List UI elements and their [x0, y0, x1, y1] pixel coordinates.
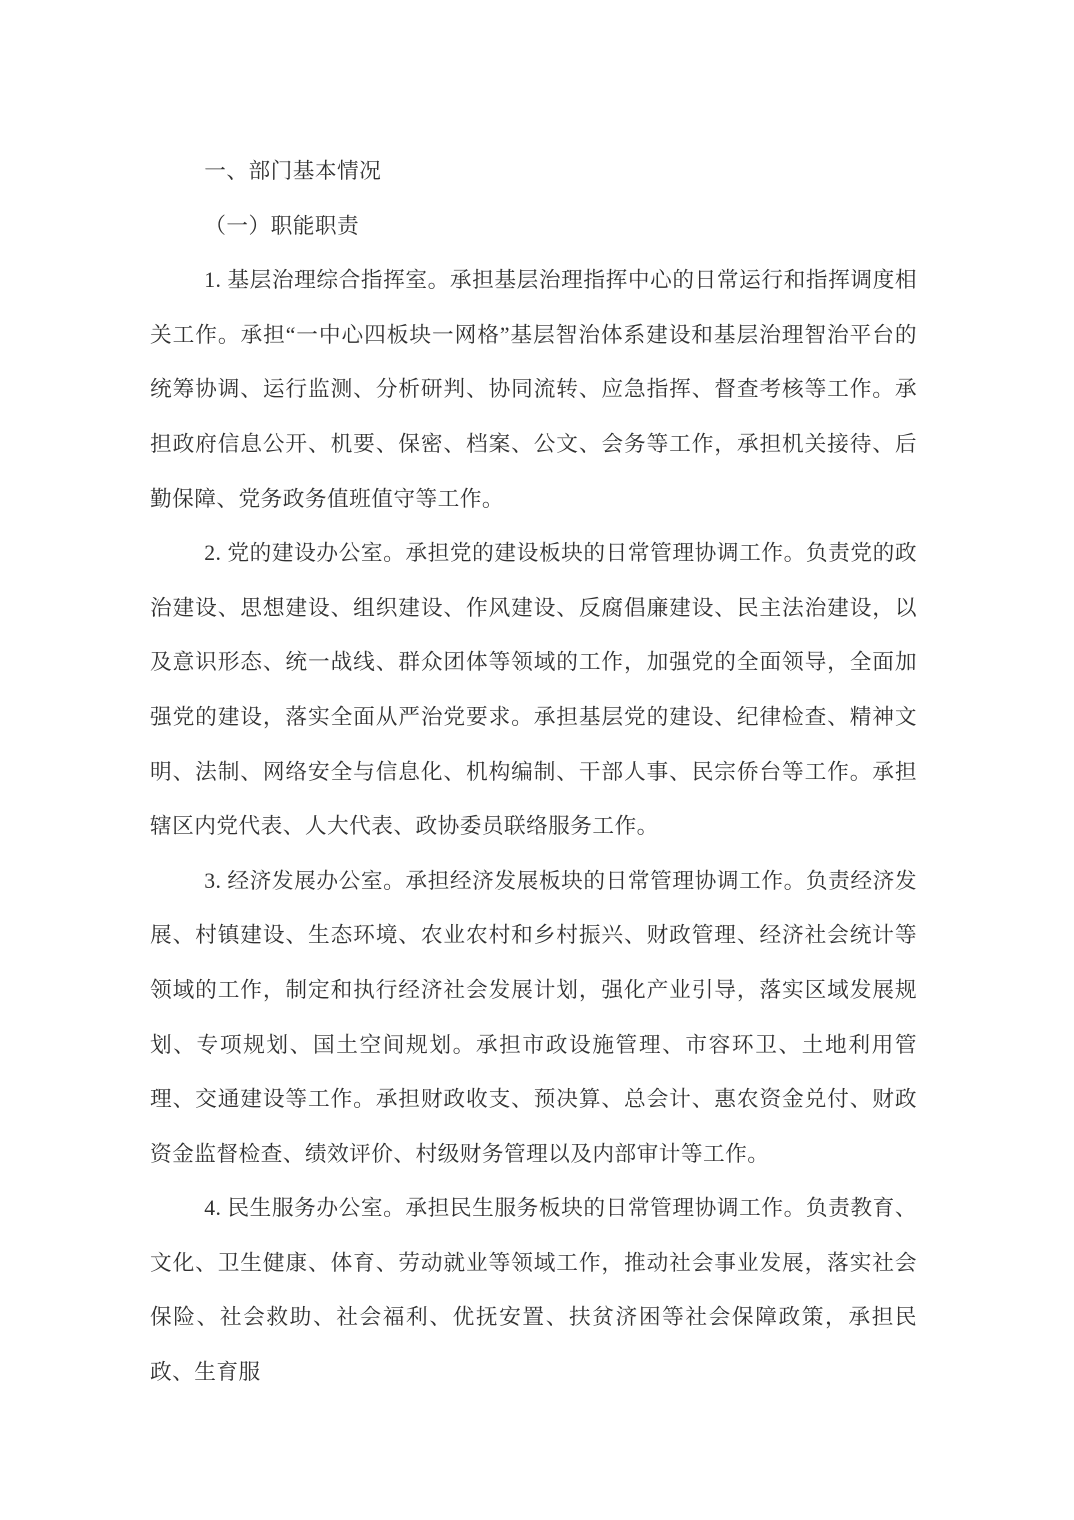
paragraph-economic-development-office: 3. 经济发展办公室。承担经济发展板块的日常管理协调工作。负责经济发展、村镇建设、生态环境、农业农村和乡村振兴、财政管理、经济社会统计等领域的工作，制定和执行经济社会发展计划，强化产业引导，落实区域发展规划、专项规划、国土空间规划。承担市政设施管理、市容环卫、土地利用管理、交通建设等工作。承担财政收支、预决算、总会计、惠农资金兑付、财政资金监督检查、绩效评价、村级财务管理以及内部审计等工作。 [150, 868, 917, 1166]
paragraph-grassroots-governance-command-office: 1. 基层治理综合指挥室。承担基层治理指挥中心的日常运行和指挥调度相关工作。承担“一中心四板块一网格”基层智治体系建设和基层治理智治平台的统筹协调、运行监测、分析研判、协同流转、应急指挥、督查考核等工作。承担政府信息公开、机要、保密、档案、公文、会务等工作，承担机关接待、后勤保障、党务政务值班值守等工作。 [150, 268, 917, 511]
subsection-heading: （一）职能职责 [204, 213, 360, 238]
section-heading: 一、部门基本情况 [204, 159, 382, 183]
paragraph-party-building-office: 2. 党的建设办公室。承担党的建设板块的日常管理协调工作。负责党的政治建设、思想建设、组织建设、作风建设、反腐倡廉建设、民主法治建设，以及意识形态、统一战线、群众团体等领域的工作，加强党的全面领导，全面加强党的建设，落实全面从严治党要求。承担基层党的建设、纪律检查、精神文明、法制、网络安全与信息化、机构编制、干部人事、民宗侨台等工作。承担辖区内党代表、人大代表、政协委员联络服务工作。 [150, 541, 917, 839]
paragraph-livelihood-services-office: 4. 民生服务办公室。承担民生服务板块的日常管理协调工作。负责教育、文化、卫生健康、体育、劳动就业等领域工作，推动社会事业发展，落实社会保险、社会救助、社会福利、优抚安置、扶贫济困等社会保障政策，承担民政、生育服 [150, 1196, 917, 1385]
